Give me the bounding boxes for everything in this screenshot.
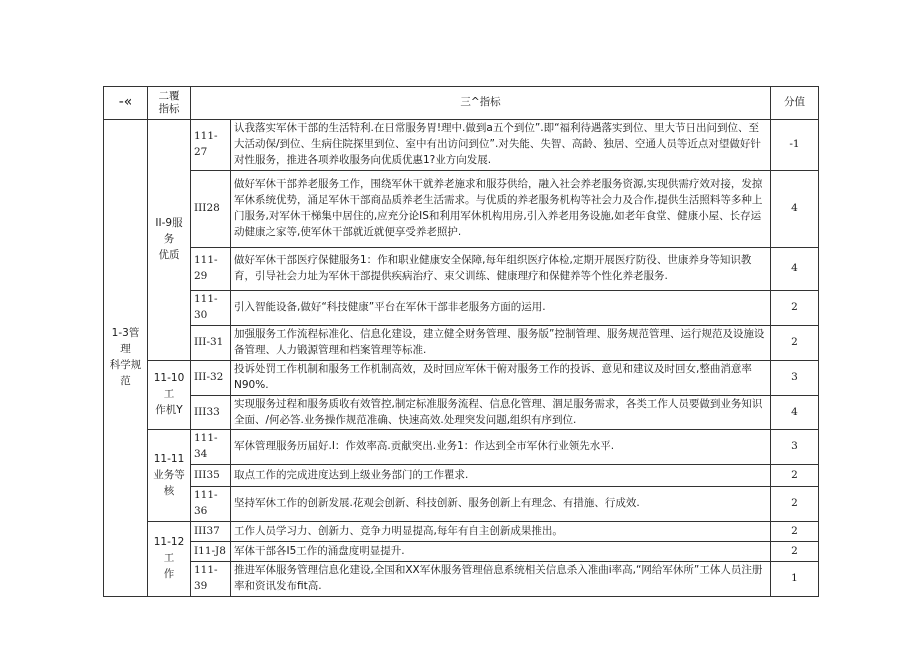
second-indicator-cell: 11-12工 作 [148,522,191,597]
indicator-code: III35 [191,465,231,487]
header-first-indicator: -« [104,87,148,120]
indicator-score: 4 [771,247,819,290]
indicator-code: III37 [191,522,231,542]
indicator-description: 军体干部各I5工作的涌盘度明显提升. [231,542,771,562]
indicator-description: 引入智能设备,做好“科技健康”平台在军休干部非老服务方面的运用. [231,290,771,325]
table-row [104,522,819,542]
indicator-description: 做好军休干部养老服务工作，围绕军休干就养老施求和服芬供给，融入社会养老服务资源,实现供需疗效对接，发掠军休系统优势，涌足军休干部商品质养老生活需求。与优质的养老服务机构等社会力及合作,提供生活照料等多种上门服务,对军休干梯集中居住的,应充分论IS和利用军休机构用房,引入养老用务设施,如老年食堂、健康小屋、长存运动健康之家等,使军休干部就近就便享受养老照护. [231,170,771,247]
indicator-description: 加强服务工作流程标准化、信息化建设，建立健全财务管理、服务版”控制管理、服务规范管理、运行规范及设施设备管理、人力锻源管理和档案管理等标准. [231,325,771,360]
indicator-description: 取点工作的完成进度达到上级业务部门的工作瞿求. [231,465,771,487]
first-indicator-cell: 1-3管理 科学规范 [104,120,148,597]
second-indicator-cell: II-9服务 优质 [148,120,191,361]
indicator-description: 实现服务过程和服务质收有效管控,制定标准服务流程、信息化管理、涸足服务需求，各类工作人员要做到业务知识全面、/何必答.业务操作规范准确、快速高效.处理突发问题,组织有序到位. [231,395,771,430]
table-row [104,395,819,430]
indicator-score: 2 [771,487,819,522]
indicator-code: III-31 [191,325,231,360]
table-row [104,325,819,360]
table-row [104,247,819,290]
indicator-score: 2 [771,325,819,360]
table-row [104,120,819,171]
table-row [104,170,819,247]
indicator-description: 做好军休干部医疗保健服务1：作和职业健康安全保障,每年组织医疗体检,定期开展医疗防役、世康养身等知识教育，引导社会力址为军休干部提供疾病治疗、束父训练、健康理疗和保健养等个性化养老服务. [231,247,771,290]
header-score: 分值 [771,87,819,120]
header-second-indicator: 二覆 指标 [148,87,191,120]
table-row [104,430,819,465]
indicator-code: III-32 [191,360,231,395]
indicator-score: 2 [771,290,819,325]
indicator-code: III28 [191,170,231,247]
indicator-code: III33 [191,395,231,430]
indicator-code: 111-34 [191,430,231,465]
indicator-score: 1 [771,562,819,597]
indicator-score: 4 [771,170,819,247]
table-row [104,542,819,562]
indicator-code: 111-36 [191,487,231,522]
indicator-code: 111-27 [191,120,231,171]
header-third-indicator: 三^指标 [191,87,771,120]
indicator-code: I11-J8 [191,542,231,562]
second-indicator-cell: 11-11 业务等 核 [148,430,191,522]
indicator-score: -1 [771,120,819,171]
indicator-score: 4 [771,395,819,430]
indicator-score: 2 [771,465,819,487]
indicator-description: 坚持军休工作的创新发展.花观会创新、科技创新、服务创新上有理念、有措施、行成效. [231,487,771,522]
indicator-description: 投诉处罚工作机制和服务工作机制高效，及时回应军休干俯对服务工作的投诉、意见和建议及时回女,整曲消意率N90%. [231,360,771,395]
table-row [104,562,819,597]
indicator-code: 111-29 [191,247,231,290]
table-row [104,465,819,487]
second-indicator-cell: 11-10工 作机Y [148,360,191,430]
indicator-description: 工作人员学习力、创新力、竞争力明显提高,每年有自主创新成果推出。 [231,522,771,542]
table-row [104,360,819,395]
indicator-description: 推进军体服务管理信息化建设,全国和XX军休服务管理倍息系统相关信息杀入准曲i率高,“网给军休所”工体人员注册率和资讯发布fit高. [231,562,771,597]
table-row [104,487,819,522]
indicator-score: 3 [771,360,819,395]
indicator-code: 111-39 [191,562,231,597]
indicator-description: 认我落实军休干部的生活特利.在日常服务胃!理中.做到a五个到位”.即“福利待遇落实到位、里大节日出问到位、至大活动保/到位、生病住院探里到位、室中有出访问到位”.对失能、失智、高龄、独居、空通人员等近点对望做好针对性服务，推进各项养收服务向优质优惠1?业方向发展. [231,120,771,171]
indicator-score: 2 [771,522,819,542]
indicator-table [103,86,819,597]
table-row [104,290,819,325]
indicator-description: 军休管理服务历届好.I：作效率高.贡献突出.业务1：作达到全市军休行业领先水平. [231,430,771,465]
indicator-code: 111-30 [191,290,231,325]
indicator-score: 2 [771,542,819,562]
indicator-score: 3 [771,430,819,465]
